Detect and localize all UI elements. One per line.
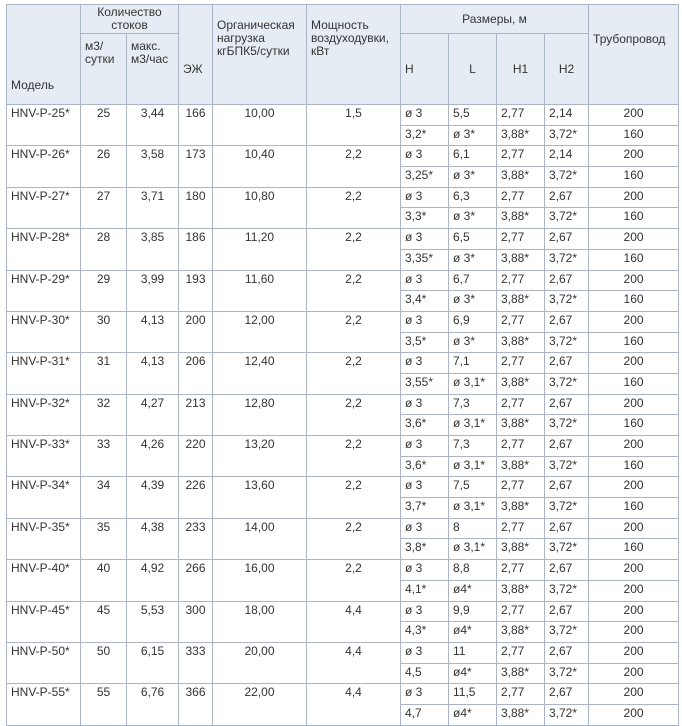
cell-model: HNV-P-50* (7, 642, 81, 683)
cell-pe: 213 (179, 394, 213, 435)
cell-h2: 3,72* (545, 167, 589, 188)
cell-h: 3,3* (401, 208, 449, 229)
cell-h1: 2,77 (497, 229, 545, 250)
cell-blower: 2,2 (307, 146, 401, 187)
cell-l: 6,9 (449, 311, 497, 332)
cell-model: HNV-P-34* (7, 477, 81, 518)
cell-flow-daily: 50 (81, 642, 127, 683)
cell-l: ø4* (449, 622, 497, 643)
cell-h: ø 3 (401, 311, 449, 332)
cell-l: ø 3* (449, 125, 497, 146)
col-pe-header: ЭЖ (179, 5, 213, 105)
cell-l: 9,9 (449, 601, 497, 622)
cell-blower: 4,4 (307, 642, 401, 683)
cell-h: ø 3 (401, 105, 449, 126)
cell-flow-daily: 29 (81, 270, 127, 311)
cell-pipe: 160 (589, 498, 679, 519)
cell-h: ø 3 (401, 229, 449, 250)
table-row (7, 560, 679, 581)
cell-h: 3,7* (401, 498, 449, 519)
cell-pe: 180 (179, 187, 213, 228)
cell-pe: 366 (179, 684, 213, 725)
table-row (7, 105, 679, 126)
cell-flow-max: 4,13 (127, 311, 179, 352)
cell-flow-daily: 28 (81, 229, 127, 270)
cell-h1: 3,88* (497, 539, 545, 560)
cell-blower: 2,2 (307, 518, 401, 559)
cell-h1: 3,88* (497, 125, 545, 146)
cell-h: 3,5* (401, 332, 449, 353)
cell-h1: 3,88* (497, 291, 545, 312)
cell-h2: 3,72* (545, 704, 589, 725)
cell-h2: 3,72* (545, 539, 589, 560)
cell-pipe: 200 (589, 311, 679, 332)
cell-pipe: 160 (589, 208, 679, 229)
cell-l: 7,3 (449, 394, 497, 415)
cell-org-load: 12,80 (213, 394, 307, 435)
cell-h2: 3,72* (545, 125, 589, 146)
cell-l: 7,1 (449, 353, 497, 374)
cell-l: ø 3* (449, 167, 497, 188)
cell-h1: 3,88* (497, 663, 545, 684)
cell-pipe: 160 (589, 249, 679, 270)
table-row (7, 518, 679, 539)
table-row (7, 353, 679, 374)
cell-h1: 3,88* (497, 498, 545, 519)
table-body (7, 105, 679, 726)
cell-org-load: 22,00 (213, 684, 307, 725)
cell-org-load: 16,00 (213, 560, 307, 601)
cell-h: 4,1* (401, 580, 449, 601)
cell-h1: 2,77 (497, 187, 545, 208)
cell-model: HNV-P-35* (7, 518, 81, 559)
cell-l: ø 3* (449, 332, 497, 353)
cell-l: 11,5 (449, 684, 497, 705)
cell-h2: 3,72* (545, 332, 589, 353)
cell-flow-max: 4,92 (127, 560, 179, 601)
table-row (7, 394, 679, 415)
col-pipe-header: Трубопровод (589, 5, 679, 105)
cell-model: HNV-P-25* (7, 105, 81, 146)
cell-h1: 2,77 (497, 477, 545, 498)
cell-blower: 2,2 (307, 560, 401, 601)
cell-pe: 300 (179, 601, 213, 642)
cell-flow-max: 5,53 (127, 601, 179, 642)
cell-flow-daily: 55 (81, 684, 127, 725)
cell-h: 4,7 (401, 704, 449, 725)
cell-org-load: 20,00 (213, 642, 307, 683)
cell-l: 6,1 (449, 146, 497, 167)
cell-flow-max: 3,58 (127, 146, 179, 187)
cell-model: HNV-P-33* (7, 436, 81, 477)
cell-pe: 173 (179, 146, 213, 187)
cell-flow-daily: 26 (81, 146, 127, 187)
col-h1-header: H1 (497, 34, 545, 105)
cell-h1: 2,77 (497, 601, 545, 622)
cell-h1: 3,88* (497, 332, 545, 353)
cell-h2: 3,72* (545, 498, 589, 519)
cell-h2: 2,67 (545, 436, 589, 457)
cell-pipe: 200 (589, 684, 679, 705)
cell-flow-max: 3,44 (127, 105, 179, 146)
cell-flow-max: 6,76 (127, 684, 179, 725)
cell-h: 3,8* (401, 539, 449, 560)
cell-h2: 3,72* (545, 415, 589, 436)
cell-flow-max: 4,26 (127, 436, 179, 477)
cell-flow-daily: 27 (81, 187, 127, 228)
cell-flow-max: 4,39 (127, 477, 179, 518)
col-model-header: Модель (7, 5, 81, 105)
cell-flow-max: 4,38 (127, 518, 179, 559)
cell-h: ø 3 (401, 353, 449, 374)
cell-h2: 2,67 (545, 311, 589, 332)
cell-pe: 186 (179, 229, 213, 270)
specs-table (6, 4, 679, 726)
cell-h2: 2,67 (545, 477, 589, 498)
cell-h2: 2,14 (545, 146, 589, 167)
cell-pipe: 200 (589, 229, 679, 250)
cell-model: HNV-P-45* (7, 601, 81, 642)
cell-pipe: 200 (589, 704, 679, 725)
cell-h1: 2,77 (497, 353, 545, 374)
cell-h1: 2,77 (497, 642, 545, 663)
col-flow-daily-header: м3/сутки (81, 34, 127, 105)
cell-model: HNV-P-30* (7, 311, 81, 352)
cell-blower: 2,2 (307, 187, 401, 228)
cell-h2: 2,67 (545, 187, 589, 208)
cell-h1: 3,88* (497, 249, 545, 270)
table-row (7, 229, 679, 250)
cell-pe: 226 (179, 477, 213, 518)
cell-org-load: 12,40 (213, 353, 307, 394)
cell-pipe: 160 (589, 456, 679, 477)
cell-model: HNV-P-27* (7, 187, 81, 228)
cell-h: ø 3 (401, 187, 449, 208)
cell-pipe: 160 (589, 291, 679, 312)
cell-h2: 2,67 (545, 394, 589, 415)
cell-h1: 2,77 (497, 311, 545, 332)
cell-h: 4,5 (401, 663, 449, 684)
cell-h2: 2,67 (545, 270, 589, 291)
table-row (7, 311, 679, 332)
cell-pipe: 160 (589, 373, 679, 394)
cell-h2: 2,67 (545, 684, 589, 705)
cell-org-load: 12,00 (213, 311, 307, 352)
table-row (7, 642, 679, 663)
cell-model: HNV-P-31* (7, 353, 81, 394)
table-row (7, 601, 679, 622)
cell-h1: 2,77 (497, 105, 545, 126)
cell-l: 7,3 (449, 436, 497, 457)
cell-flow-max: 3,85 (127, 229, 179, 270)
cell-h: 4,3* (401, 622, 449, 643)
table-row (7, 187, 679, 208)
cell-pe: 166 (179, 105, 213, 146)
col-org-load-header: Органическая нагрузка кгБПК5/сутки (213, 5, 307, 105)
cell-pipe: 160 (589, 539, 679, 560)
cell-l: ø 3,1* (449, 456, 497, 477)
cell-h1: 2,77 (497, 684, 545, 705)
cell-flow-max: 3,71 (127, 187, 179, 228)
cell-h2: 3,72* (545, 208, 589, 229)
cell-pipe: 160 (589, 125, 679, 146)
cell-h2: 3,72* (545, 249, 589, 270)
cell-org-load: 10,80 (213, 187, 307, 228)
col-h2-header: H2 (545, 34, 589, 105)
cell-blower: 2,2 (307, 311, 401, 352)
cell-pipe: 200 (589, 394, 679, 415)
table-row (7, 270, 679, 291)
cell-h1: 2,77 (497, 518, 545, 539)
cell-model: HNV-P-32* (7, 394, 81, 435)
cell-pe: 193 (179, 270, 213, 311)
col-l-header: L (449, 34, 497, 105)
cell-l: 7,5 (449, 477, 497, 498)
cell-org-load: 13,60 (213, 477, 307, 518)
cell-pipe: 160 (589, 167, 679, 188)
cell-flow-max: 4,13 (127, 353, 179, 394)
cell-model: HNV-P-26* (7, 146, 81, 187)
cell-l: ø4* (449, 663, 497, 684)
cell-flow-daily: 34 (81, 477, 127, 518)
col-flow-max-header: макс. м3/час (127, 34, 179, 105)
cell-flow-max: 6,15 (127, 642, 179, 683)
cell-model: HNV-P-40* (7, 560, 81, 601)
cell-l: ø 3* (449, 249, 497, 270)
cell-h: ø 3 (401, 394, 449, 415)
cell-h: 3,35* (401, 249, 449, 270)
cell-pipe: 200 (589, 353, 679, 374)
cell-h2: 2,67 (545, 642, 589, 663)
cell-pipe: 200 (589, 622, 679, 643)
cell-l: ø4* (449, 704, 497, 725)
cell-h2: 2,14 (545, 105, 589, 126)
cell-model: HNV-P-29* (7, 270, 81, 311)
cell-h1: 3,88* (497, 208, 545, 229)
cell-h2: 3,72* (545, 291, 589, 312)
cell-l: ø 3,1* (449, 415, 497, 436)
cell-pe: 233 (179, 518, 213, 559)
cell-h: 3,6* (401, 456, 449, 477)
cell-l: ø 3* (449, 208, 497, 229)
cell-pipe: 200 (589, 477, 679, 498)
cell-h: ø 3 (401, 270, 449, 291)
cell-blower: 2,2 (307, 436, 401, 477)
cell-h1: 2,77 (497, 560, 545, 581)
cell-pe: 206 (179, 353, 213, 394)
cell-flow-daily: 40 (81, 560, 127, 601)
cell-org-load: 14,00 (213, 518, 307, 559)
cell-h1: 3,88* (497, 373, 545, 394)
cell-pe: 333 (179, 642, 213, 683)
cell-h2: 2,67 (545, 518, 589, 539)
col-h-header: H (401, 34, 449, 105)
cell-h2: 2,67 (545, 229, 589, 250)
cell-l: 6,7 (449, 270, 497, 291)
cell-h: ø 3 (401, 601, 449, 622)
cell-h: ø 3 (401, 642, 449, 663)
cell-pe: 200 (179, 311, 213, 352)
cell-model: HNV-P-28* (7, 229, 81, 270)
cell-l: 8 (449, 518, 497, 539)
cell-blower: 2,2 (307, 394, 401, 435)
cell-h1: 3,88* (497, 622, 545, 643)
cell-pipe: 200 (589, 663, 679, 684)
cell-l: ø 3,1* (449, 373, 497, 394)
cell-pipe: 200 (589, 580, 679, 601)
cell-h: ø 3 (401, 436, 449, 457)
cell-org-load: 10,40 (213, 146, 307, 187)
cell-flow-daily: 45 (81, 601, 127, 642)
cell-org-load: 13,20 (213, 436, 307, 477)
cell-l: ø4* (449, 580, 497, 601)
table-row (7, 684, 679, 705)
cell-flow-max: 4,27 (127, 394, 179, 435)
cell-l: ø 3* (449, 291, 497, 312)
cell-h: ø 3 (401, 477, 449, 498)
cell-blower: 2,2 (307, 270, 401, 311)
cell-flow-daily: 32 (81, 394, 127, 435)
cell-pipe: 160 (589, 415, 679, 436)
cell-l: 6,3 (449, 187, 497, 208)
cell-blower: 1,5 (307, 105, 401, 146)
cell-l: ø 3,1* (449, 539, 497, 560)
cell-h2: 3,72* (545, 663, 589, 684)
cell-blower: 2,2 (307, 477, 401, 518)
cell-h: 3,4* (401, 291, 449, 312)
table-row (7, 436, 679, 457)
cell-h: 3,6* (401, 415, 449, 436)
cell-org-load: 11,20 (213, 229, 307, 270)
cell-h: 3,25* (401, 167, 449, 188)
cell-blower: 4,4 (307, 684, 401, 725)
cell-l: 11 (449, 642, 497, 663)
cell-h1: 3,88* (497, 704, 545, 725)
cell-h1: 3,88* (497, 167, 545, 188)
cell-blower: 2,2 (307, 229, 401, 270)
cell-l: 8,8 (449, 560, 497, 581)
cell-h: ø 3 (401, 518, 449, 539)
cell-flow-daily: 33 (81, 436, 127, 477)
cell-pe: 220 (179, 436, 213, 477)
cell-h2: 2,67 (545, 353, 589, 374)
cell-flow-daily: 35 (81, 518, 127, 559)
cell-h2: 2,67 (545, 560, 589, 581)
cell-h2: 3,72* (545, 373, 589, 394)
cell-pipe: 200 (589, 187, 679, 208)
cell-pipe: 200 (589, 601, 679, 622)
cell-pipe: 200 (589, 146, 679, 167)
cell-pipe: 200 (589, 642, 679, 663)
cell-h2: 3,72* (545, 580, 589, 601)
cell-pipe: 200 (589, 518, 679, 539)
cell-blower: 4,4 (307, 601, 401, 642)
cell-h1: 2,77 (497, 270, 545, 291)
cell-blower: 2,2 (307, 353, 401, 394)
col-sizes-header: Размеры, м (401, 5, 589, 34)
cell-h2: 2,67 (545, 601, 589, 622)
cell-h1: 2,77 (497, 436, 545, 457)
cell-flow-daily: 31 (81, 353, 127, 394)
cell-h1: 3,88* (497, 456, 545, 477)
cell-org-load: 10,00 (213, 105, 307, 146)
cell-l: 5,5 (449, 105, 497, 126)
cell-h: ø 3 (401, 560, 449, 581)
cell-h1: 2,77 (497, 146, 545, 167)
cell-flow-daily: 25 (81, 105, 127, 146)
cell-h: ø 3 (401, 684, 449, 705)
cell-org-load: 11,60 (213, 270, 307, 311)
cell-model: HNV-P-55* (7, 684, 81, 725)
cell-h: 3,2* (401, 125, 449, 146)
cell-pipe: 160 (589, 332, 679, 353)
col-flow-header: Количество стоков (81, 5, 179, 34)
table-row (7, 146, 679, 167)
cell-flow-max: 3,99 (127, 270, 179, 311)
cell-pipe: 200 (589, 105, 679, 126)
cell-pe: 266 (179, 560, 213, 601)
cell-h2: 3,72* (545, 622, 589, 643)
cell-org-load: 18,00 (213, 601, 307, 642)
cell-pipe: 200 (589, 436, 679, 457)
cell-l: ø 3,1* (449, 498, 497, 519)
cell-h1: 3,88* (497, 415, 545, 436)
cell-l: 6,5 (449, 229, 497, 250)
cell-pipe: 200 (589, 270, 679, 291)
table-row (7, 477, 679, 498)
cell-pipe: 200 (589, 560, 679, 581)
cell-flow-daily: 30 (81, 311, 127, 352)
cell-h1: 2,77 (497, 394, 545, 415)
cell-h: 3,55* (401, 373, 449, 394)
cell-h1: 3,88* (497, 580, 545, 601)
cell-h2: 3,72* (545, 456, 589, 477)
cell-h: ø 3 (401, 146, 449, 167)
col-blower-header: Мощность воздуходувки, кВт (307, 5, 401, 105)
